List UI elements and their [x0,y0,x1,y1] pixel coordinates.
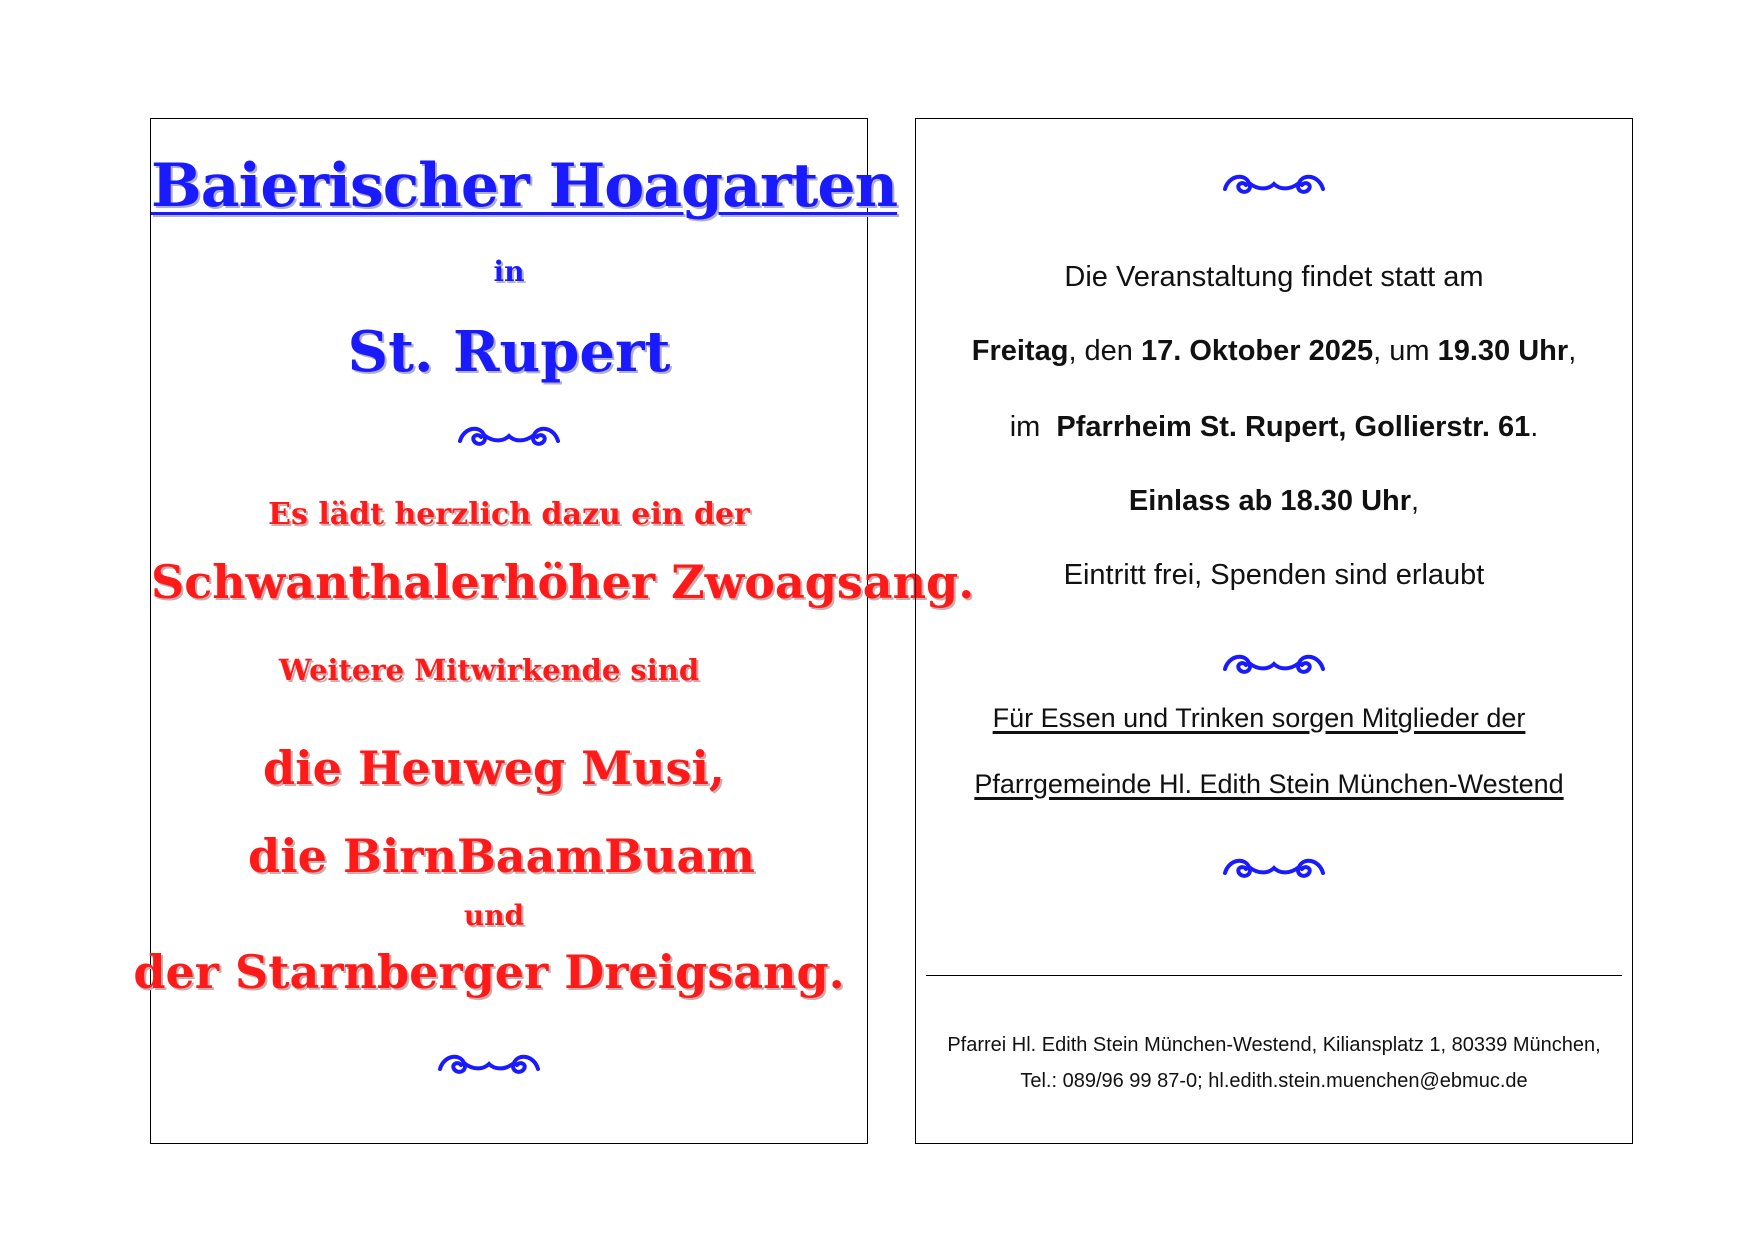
ornament-flourish-icon [111,1047,867,1081]
date-connector: , den [1068,335,1141,367]
admission-line [916,485,1632,518]
left-panel [133,118,975,1144]
ornament-flourish-icon [916,851,1632,885]
further-participants-label: Weitere Mitwirkende sind [278,653,700,687]
admission-time: Einlass ab 18.30 Uhr [1128,485,1412,517]
footer-address: Pfarrei Hl. Edith Stein München-Westend, Kiliansplatz 1, 80339 München, [947,1034,1601,1056]
ornament-flourish-icon [151,419,867,453]
footer-divider [926,975,1622,976]
in-word: in [493,255,525,288]
ornament-flourish-icon [916,167,1632,201]
venue-name: Pfarrheim St. Rupert, Gollierstr. 61 [1056,411,1531,443]
event-time: 19.30 Uhr [1437,335,1569,367]
catering-line-2: Pfarrgemeinde Hl. Edith Stein München-Westend [974,769,1564,799]
footer-contact: Tel.: 089/96 99 87-0; hl.edith.stein.muenchen@ebmuc.de [1020,1070,1528,1092]
performer-2: die BirnBaamBuam [248,829,755,883]
venue-line [916,411,1632,444]
ornament-flourish-icon [916,647,1632,681]
event-intro: Die Veranstaltung findet statt am [1064,261,1484,293]
time-connector: , um [1373,335,1438,367]
und-word: und [463,899,525,932]
right-panel [915,118,1633,1144]
performer-1: die Heuweg Musi, [263,741,725,795]
admission-suffix: , [1411,485,1420,517]
invitation-line: Es lädt herzlich dazu ein der [268,497,750,532]
event-title: Baierischer Hoagarten [151,151,898,221]
event-date-line [916,335,1632,368]
event-day: Freitag [971,335,1069,367]
host-ensemble: Schwanthalerhöher Zwoagsang. [151,555,975,609]
venue-prefix: im [1009,411,1057,443]
venue-suffix: . [1530,411,1539,443]
performer-3: der Starnberger Dreigsang. [133,945,845,999]
place-name: St. Rupert [347,319,671,385]
entry-info: Eintritt frei, Spenden sind erlaubt [1063,559,1485,591]
event-date: 17. Oktober 2025 [1141,335,1374,367]
catering-line-1: Für Essen und Trinken sorgen Mitglieder der [992,703,1526,733]
date-line-comma: , [1568,335,1577,367]
